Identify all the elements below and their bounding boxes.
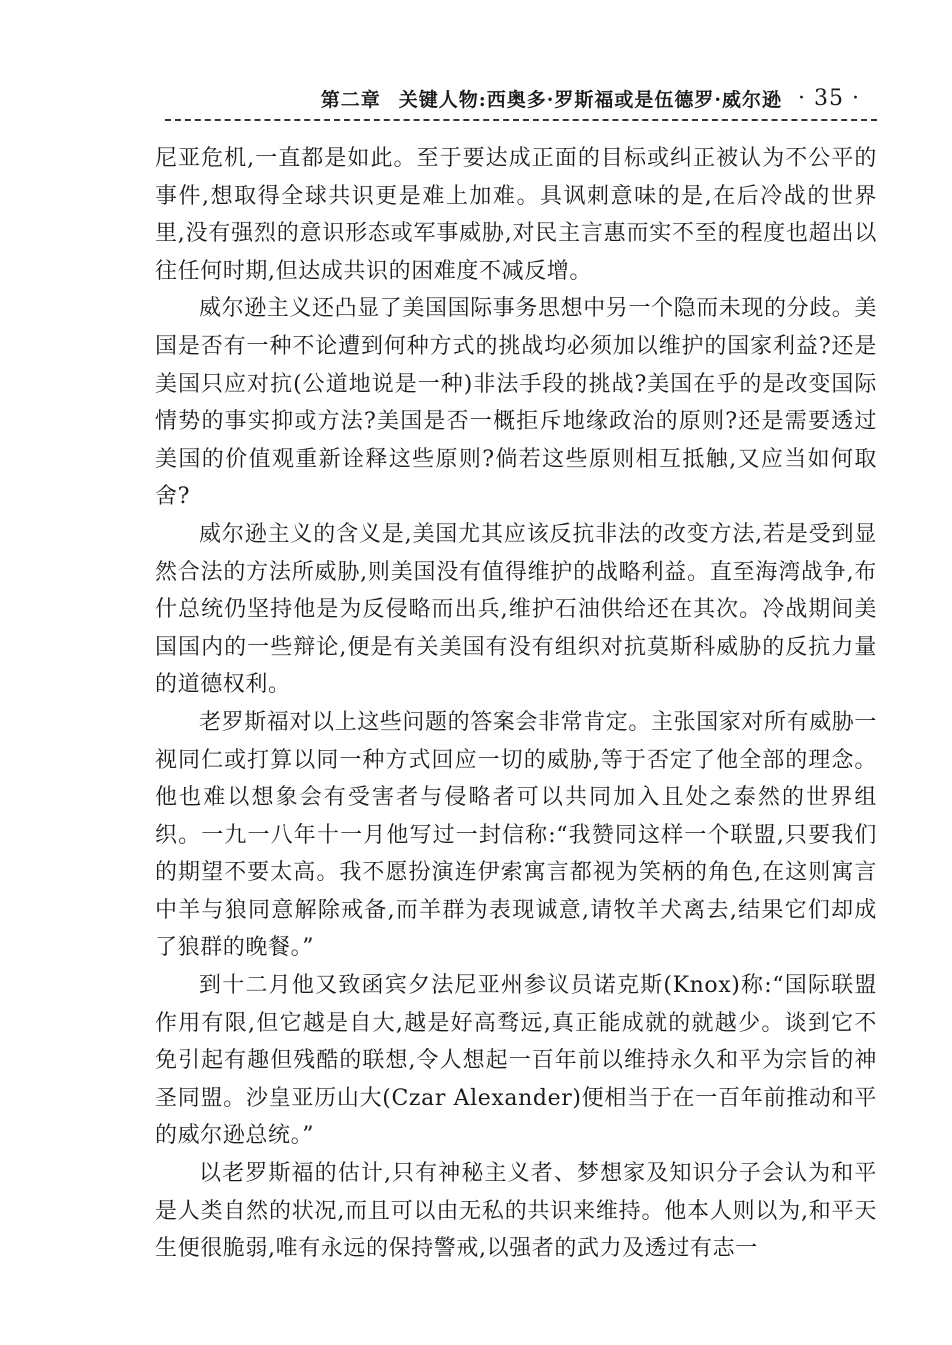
page-body xyxy=(155,140,877,1268)
page-number: · 35 · xyxy=(798,85,860,111)
running-header xyxy=(0,82,860,114)
header-rule xyxy=(165,119,877,121)
paragraph-6: 以老罗斯福的估计,只有神秘主义者、梦想家及知识分子会认为和平是人类自然的状况,而且可以由无私的共识来维持。他本人则以为,和平天生便很脆弱,唯有永远的保持警戒,以强者的武力及透过有志一 xyxy=(155,1161,877,1262)
chapter-title: 关键人物:西奥多·罗斯福或是伍德罗·威尔逊 xyxy=(398,88,783,111)
paragraph-1: 尼亚危机,一直都是如此。至于要达成正面的目标或纠正被认为不公平的事件,想取得全球共识更是难上加难。具讽刺意味的是,在后冷战的世界里,没有强烈的意识形态或军事威胁,对民主言惠而实不至的程度也超出以往任何时期,但达成共识的困难度不减反增。 xyxy=(155,146,877,284)
chapter-label: 第二章 xyxy=(320,88,381,111)
paragraph-2: 威尔逊主义还凸显了美国国际事务思想中另一个隐而未现的分歧。美国是否有一种不论遭到何种方式的挑战均必须加以维护的国家利益?还是美国只应对抗(公道地说是一种)非法手段的挑战?美国在乎的是改变国际情势的事实抑或方法?美国是否一概拒斥地缘政治的原则?还是需要透过美国的价值观重新诠释这些原则?倘若这些原则相互抵触,又应当如何取舍? xyxy=(155,296,878,510)
paragraph-5: 到十二月他又致函宾夕法尼亚州参议员诺克斯(Knox)称:“国际联盟作用有限,但它越是自大,越是好高骛远,真正能成就的就越少。谈到它不免引起有趣但残酷的联想,令人想起一百年前以维持永久和平为宗旨的神圣同盟。沙皇亚历山大(Czar Alexander)便相当于在一百年前推动和平的威尔逊总统。” xyxy=(155,973,877,1149)
paragraph-3: 威尔逊主义的含义是,美国尤其应该反抗非法的改变方法,若是受到显然合法的方法所威胁,则美国没有值得维护的战略利益。直至海湾战争,布什总统仍坚持他是为反侵略而出兵,维护石油供给还在其次。冷战期间美国国内的一些辩论,便是有关美国有没有组织对抗莫斯科威胁的反抗力量的道德权利。 xyxy=(155,521,877,698)
paragraph-4: 老罗斯福对以上这些问题的答案会非常肯定。主张国家对所有威胁一视同仁或打算以同一种方式回应一切的威胁,等于否定了他全部的理念。他也难以想象会有受害者与侵略者可以共同加入且处之泰然的世界组织。一九一八年十一月他写过一封信称:“我赞同这样一个联盟,只要我们的期望不要太高。我不愿扮演连伊索寓言都视为笑柄的角色,在这则寓言中羊与狼同意解除戒备,而羊群为表现诚意,请牧羊犬离去,结果它们却成了狼群的晚餐。” xyxy=(155,709,878,961)
